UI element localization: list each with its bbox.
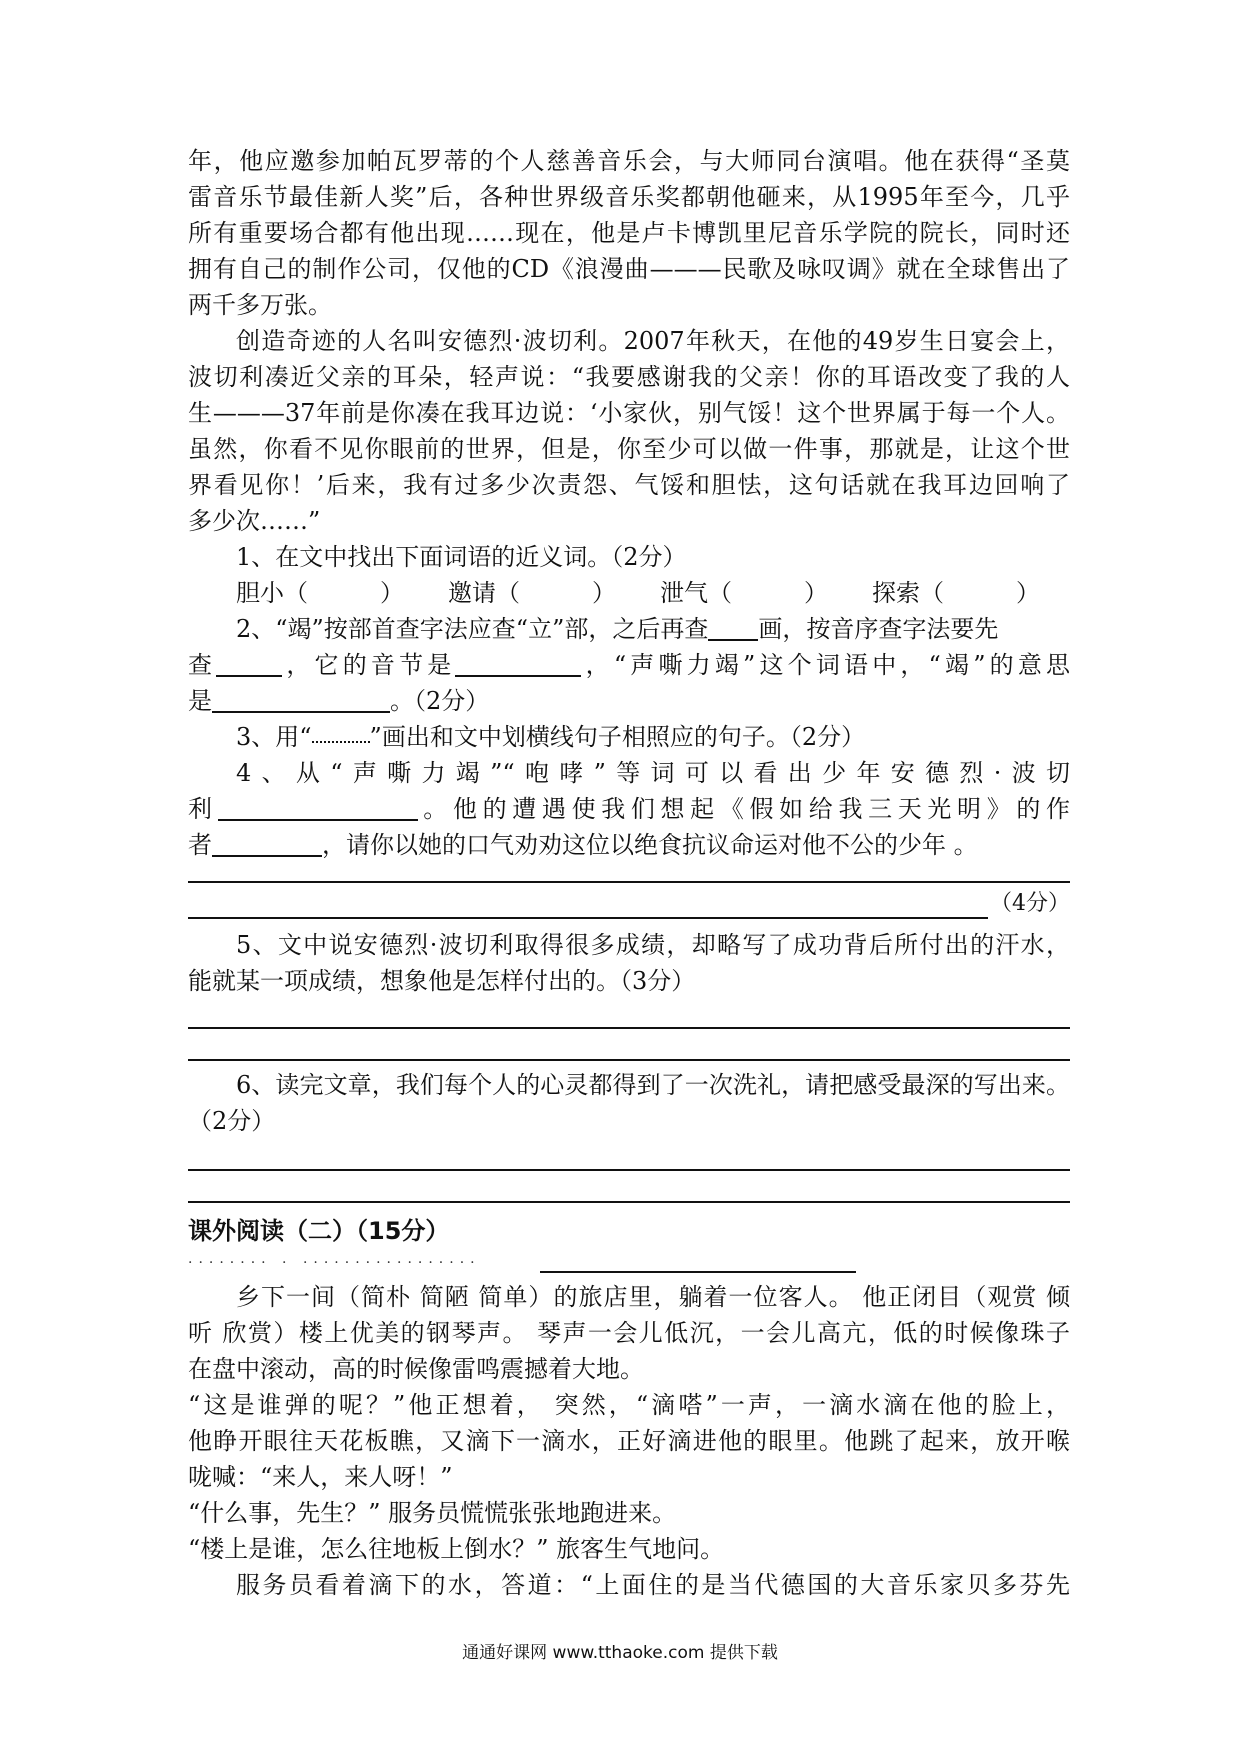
answer-blank[interactable] (212, 831, 322, 857)
page-content (188, 143, 1070, 1603)
synonym-item[interactable]: 胆小（ ） (236, 579, 404, 607)
passage-line: 雷音乐节最佳新人奖”后，各种世界级音乐奖都朝他砸来，从1995年至今，几乎 (188, 183, 1070, 211)
wavy-underline-sample (312, 731, 370, 743)
answer-blank[interactable] (455, 651, 581, 677)
story-line: “这是谁弹的呢？”他正想着， 突然，“滴嗒”一声，一滴水滴在他的脸上， (188, 1391, 1070, 1419)
answer-line-row (188, 883, 1070, 923)
question-2-text: 是 (188, 687, 212, 715)
answer-blank[interactable] (212, 687, 390, 713)
question-4-line-1: 4、从“声嘶力竭”“咆哮”等词可以看出少年安德烈·波切 (236, 759, 1070, 787)
question-3 (188, 719, 1070, 755)
question-2-text: 。（2分） (390, 687, 490, 715)
question-5-line: 能就某一项成绩，想象他是怎样付出的。（3分） (188, 967, 696, 995)
question-2-text: 2、“竭”按部首查字法应查“立”部，之后再查 (236, 615, 709, 643)
question-2-text: 画，按音序查字法要先 (758, 615, 999, 643)
question-2-line-1 (188, 611, 1070, 647)
passage-line: 虽然，你看不见你眼前的世界，但是，你至少可以做一件事，那就是，让这个世 (188, 435, 1070, 463)
answer-blank[interactable] (218, 795, 418, 821)
question-6-line: 6、读完文章，我们每个人的心灵都得到了一次洗礼，请把感受最深的写出来。 (236, 1071, 1070, 1099)
synonym-item[interactable]: 泄气（ ） (660, 579, 828, 607)
question-5-line: 5、文中说安德烈·波切利取得很多成绩，却略写了成功背后所付出的汗水， (236, 931, 1070, 959)
question-3-text: ”画出和文中划横线句子相照应的句子。（2分） (369, 723, 866, 751)
story-line: 他睁开眼往天花板瞧，又滴下一滴水，正好滴进他的眼里。他跳了起来，放开喉 (188, 1427, 1070, 1455)
question-4-line-2 (188, 791, 1070, 827)
story-line: 乡下一间（简朴 简陋 简单）的旅店里，躺着一位客人。 他正闭目（观赏 倾 (236, 1283, 1070, 1311)
story-line: 听 欣赏）楼上优美的钢琴声。 琴声一会儿低沉，一会儿高亢，低的时候像珠子 (188, 1319, 1070, 1347)
story-line: 服务员看着滴下的水，答道：“上面住的是当代德国的大音乐家贝多芬先 (236, 1571, 1070, 1599)
question-4-line-3 (188, 827, 1070, 863)
question-4-text: 者 (188, 831, 212, 859)
question-4-score: （4分） (990, 891, 1070, 916)
emphasis-underline (540, 1271, 856, 1273)
question-4-text: ，请你以她的口气劝劝这位以绝食抗议命运对他不公的少年 。 (322, 831, 978, 859)
passage-line: 波切利凑近父亲的耳朵，轻声说：“我要感谢我的父亲！你的耳语改变了我的人 (188, 363, 1070, 391)
question-1-items (188, 575, 1070, 611)
story-line: 在盘中滚动，高的时候像雷鸣震撼着大地。 (188, 1355, 644, 1383)
dotted-emphasis-row (188, 1249, 1070, 1279)
story-line: “什么事，先生？” 服务员慌慌张张地跑进来。 (188, 1499, 677, 1527)
answer-line[interactable] (188, 917, 988, 919)
passage-line: 多少次……” (188, 507, 321, 535)
passage-line: 生———37年前是你凑在我耳边说：‘小家伙，别气馁！这个世界属于每一个人。 (188, 399, 1070, 427)
passage-line: 两千多万张。 (188, 291, 332, 319)
story-line: “楼上是谁，怎么往地板上倒水？” 旅客生气地问。 (188, 1535, 725, 1563)
question-3-text: 3、用“ (236, 723, 312, 751)
question-4-text: 利 (188, 795, 218, 823)
synonym-item[interactable]: 邀请（ ） (448, 579, 616, 607)
page-footer: 通通好课网 www.tthaoke.com 提供下载 (462, 1643, 778, 1663)
answer-blank[interactable] (216, 651, 282, 677)
passage-line: 拥有自己的制作公司，仅他的CD《浪漫曲———民歌及咏叹调》就在全球售出了 (188, 255, 1070, 283)
answer-blank[interactable] (708, 615, 758, 641)
passage-line: 界看见你！’后来，我有过多少次责怨、气馁和胆怯，这句话就在我耳边回响了 (188, 471, 1070, 499)
question-2-line-3 (188, 683, 1070, 719)
emphasis-dots: ········ · ················· (188, 1255, 481, 1271)
question-2-text: ，“声嘶力竭”这个词语中，“竭”的意思 (581, 651, 1071, 679)
question-2-text: ，它的音节是 (282, 651, 456, 679)
passage-line: 年，他应邀参加帕瓦罗蒂的个人慈善音乐会，与大师同台演唱。他在获得“圣莫 (188, 147, 1070, 175)
section-heading: 课外阅读（二）（15分） (188, 1217, 450, 1245)
story-line: 咙喊：“来人，来人呀！” (188, 1463, 453, 1491)
question-6-line: （2分） (188, 1107, 276, 1135)
synonym-item[interactable]: 探索（ ） (872, 579, 1040, 607)
question-1-text: 1、在文中找出下面词语的近义词。（2分） (236, 543, 687, 571)
question-2-text: 查 (188, 651, 217, 679)
question-4-text: 。他的遭遇使我们想起《假如给我三天光明》的作 (417, 795, 1071, 823)
question-2-line-2 (188, 647, 1070, 683)
passage-line: 创造奇迹的人名叫安德烈·波切利。2007年秋天，在他的49岁生日宴会上， (236, 327, 1070, 355)
passage-line: 所有重要场合都有他出现……现在，他是卢卡博凯里尼音乐学院的院长，同时还 (188, 219, 1070, 247)
